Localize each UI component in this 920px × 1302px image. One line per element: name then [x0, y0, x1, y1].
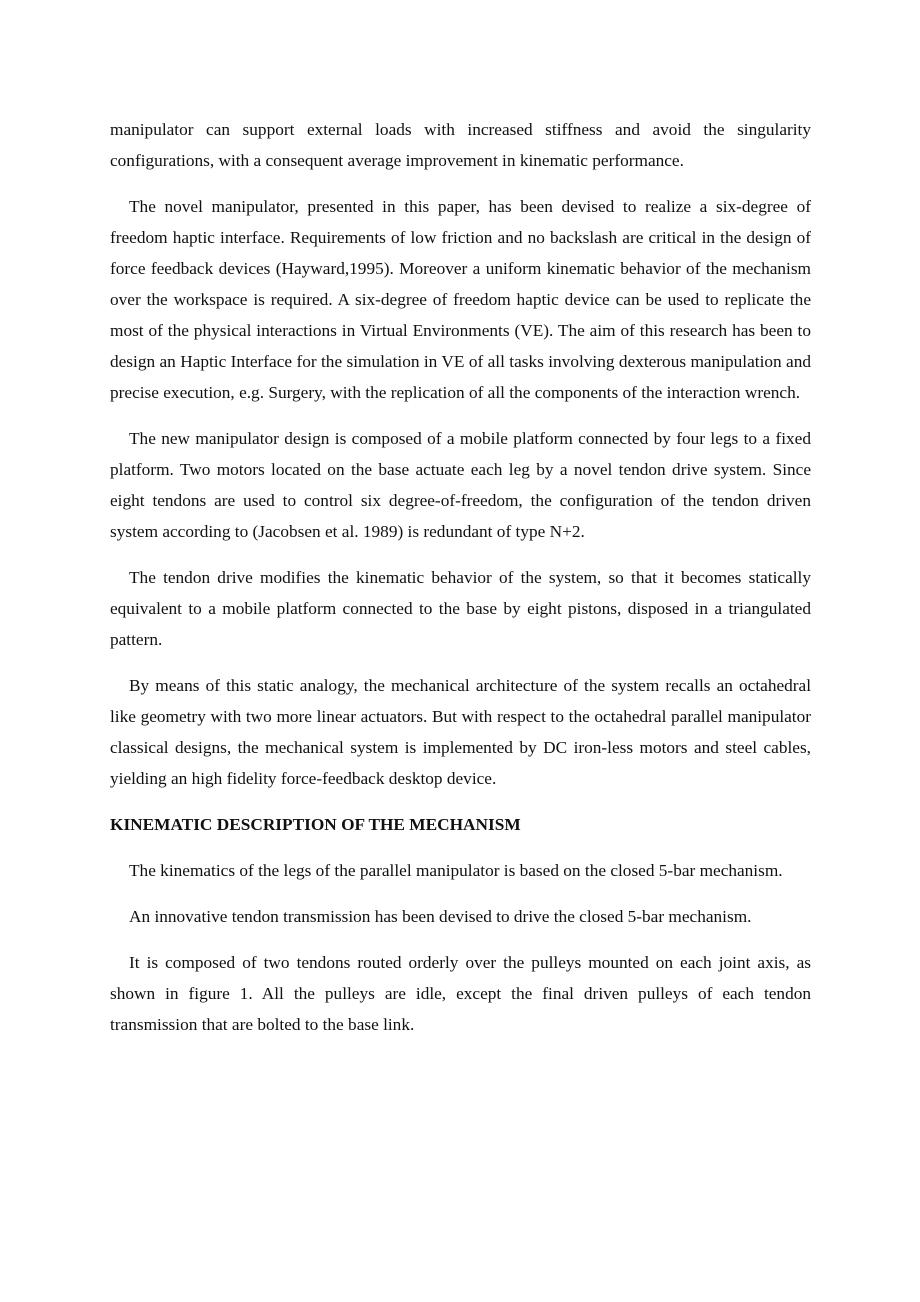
paragraph-tendon-drive: The tendon drive modifies the kinematic behavior of the system, so that it becomes statically equivalent to a mobile platform connected to the base by eight pistons, disposed in a triangulated pattern.	[110, 568, 811, 649]
body-text	[110, 114, 811, 1055]
paragraph-novel-manipulator: The novel manipulator, presented in this paper, has been devised to realize a six-degree of freedom haptic interface. Requirements of low friction and no backslash are critical in the design of force feedback devices (Hayward,1995). Moreover a uniform kinematic behavior of the mechanism over the workspace is required. A six-degree of freedom haptic device can be used to replicate the most of the physical interactions in Virtual Environments (VE). The aim of this research has been to design an Haptic Interface for the simulation in VE of all tasks involving dexterous manipulation and precise execution, e.g. Surgery, with the replication of all the components of the interaction wrench.	[110, 197, 811, 402]
paragraph-leg-kinematics: The kinematics of the legs of the parallel manipulator is based on the closed 5-bar mechanism.	[129, 861, 783, 880]
paragraph-tendon-routing: It is composed of two tendons routed orderly over the pulleys mounted on each joint axis, as shown in figure 1. All the pulleys are idle, except the final driven pulleys of each tendon transmission that are bolted to the base link.	[110, 953, 811, 1034]
paragraph-manipulator-design: The new manipulator design is composed of a mobile platform connected by four legs to a fixed platform. Two motors located on the base actuate each leg by a novel tendon drive system. Since eight tendons are used to control six degree-of-freedom, the configuration of the tendon driven system according to (Jacobsen et al. 1989) is redundant of type N+2.	[110, 429, 811, 541]
section-heading: KINEMATIC DESCRIPTION OF THE MECHANISM	[110, 815, 521, 834]
paragraph-static-analogy: By means of this static analogy, the mechanical architecture of the system recalls an octahedral like geometry with two more linear actuators. But with respect to the octahedral parallel manipulator classical designs, the mechanical system is implemented by DC iron-less motors and steel cables, yielding an high fidelity force-feedback desktop device.	[110, 676, 811, 788]
paragraph-continuation: manipulator can support external loads with increased stiffness and avoid the singularity configurations, with a consequent average improvement in kinematic performance.	[110, 120, 811, 170]
paragraph-tendon-transmission: An innovative tendon transmission has been devised to drive the closed 5-bar mechanism.	[129, 907, 752, 926]
